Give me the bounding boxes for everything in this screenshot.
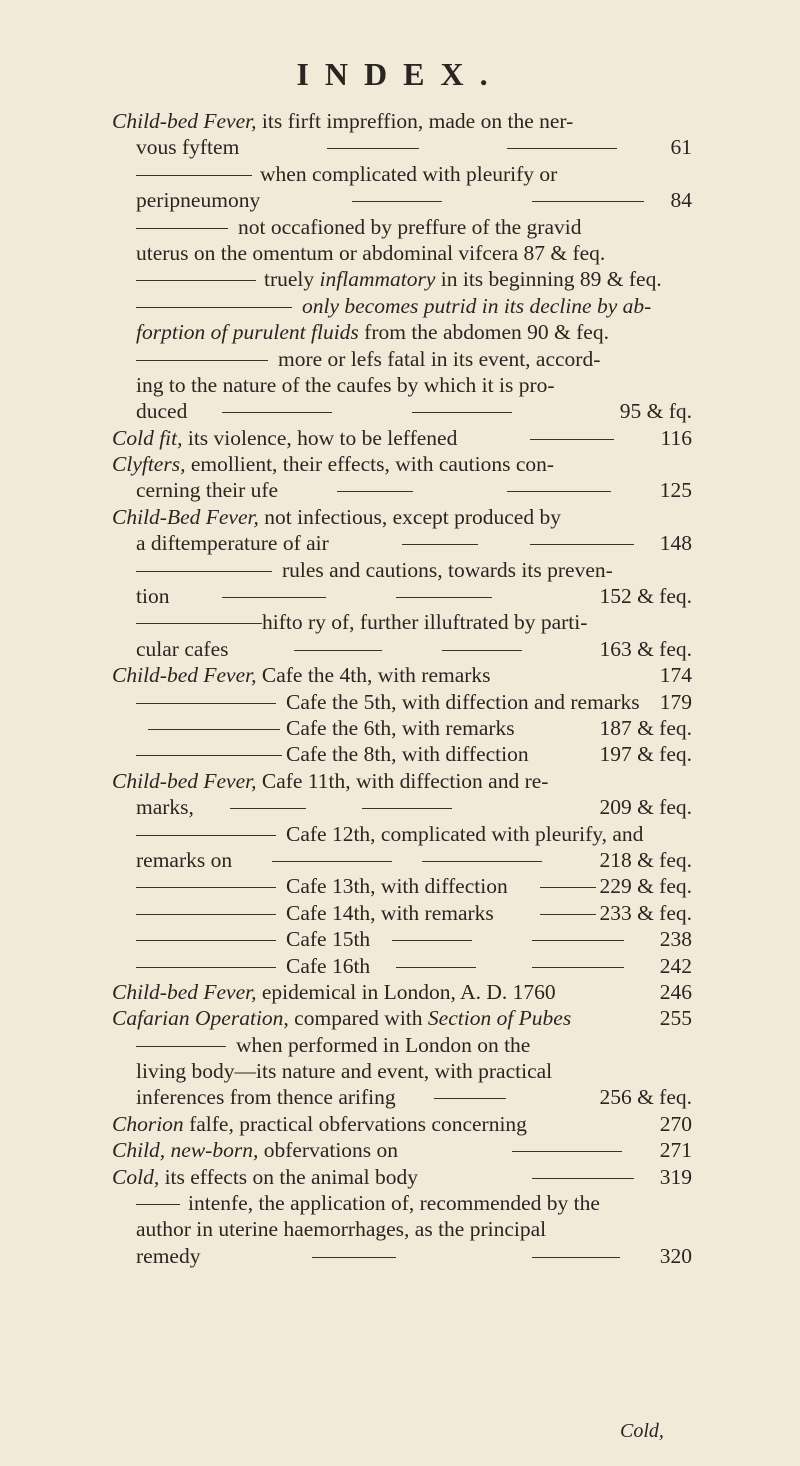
entry-text: its violence, how to be leffened	[182, 425, 458, 450]
page-number: 238	[659, 927, 692, 952]
entry-emphasis: forption of purulent fluids	[136, 320, 359, 345]
entry-text: Cafe the 4th, with remarks	[256, 663, 491, 688]
ditto-dash	[136, 623, 262, 624]
entry-text: Cafe 16th	[286, 953, 371, 978]
index-line	[112, 214, 692, 240]
catchword: Cold,	[620, 1420, 664, 1442]
leader-dash	[540, 914, 596, 915]
leader-dash	[507, 491, 611, 492]
index-line	[112, 741, 692, 767]
entry-text: Cafe 14th, with remarks	[286, 900, 494, 925]
index-line	[112, 504, 692, 530]
index-line	[112, 530, 692, 556]
index-line	[112, 1058, 692, 1084]
index-line	[112, 1243, 692, 1269]
page-number: 152 & feq.	[599, 584, 692, 609]
ditto-dash	[136, 175, 252, 176]
page-number: 125	[659, 478, 692, 503]
index-line	[112, 240, 692, 266]
leader-dash	[222, 412, 332, 413]
entry-text: Cafe 15th	[286, 927, 371, 952]
leader-dash	[507, 148, 617, 149]
leader-dash	[540, 887, 596, 888]
entry-text: author in uterine haemorrhages, as the principal	[136, 1217, 547, 1242]
index-line	[112, 1190, 692, 1216]
leader-dash	[396, 967, 476, 968]
index-line	[112, 425, 692, 451]
index-line	[112, 1216, 692, 1242]
leader-dash	[337, 491, 413, 492]
entry-text: when complicated with pleurify or	[260, 161, 558, 186]
entry-text: cerning their ufe	[136, 478, 279, 503]
entry-text: compared with	[288, 1006, 428, 1031]
leader-dash	[396, 597, 492, 598]
leader-dash	[402, 544, 478, 545]
page-number: 209 & feq.	[599, 795, 692, 820]
page-number: 179	[659, 689, 692, 714]
page-number: 197 & feq.	[599, 742, 692, 767]
index-line	[112, 662, 692, 688]
entry-text: vous fyftem	[136, 135, 240, 160]
entry-head: Child-bed Fever,	[112, 768, 257, 793]
page-number: 61	[670, 135, 692, 160]
leader-dash	[532, 967, 624, 968]
entry-text: cular cafes	[136, 636, 229, 661]
leader-dash	[532, 1257, 620, 1258]
leader-dash	[352, 201, 442, 202]
ditto-dash	[136, 967, 276, 968]
ditto-dash	[136, 307, 292, 308]
entry-text: truely	[264, 267, 320, 292]
index-line	[112, 346, 692, 372]
leader-dash	[422, 861, 542, 862]
page-number: 229 & feq.	[599, 874, 692, 899]
entry-text: intenfe, the application of, recommended by the	[188, 1191, 600, 1216]
index-line	[112, 900, 692, 926]
entry-text: duced	[136, 399, 188, 424]
entry-text: more or lefs fatal in its event, accord-	[278, 346, 601, 371]
page-number: 320	[659, 1243, 692, 1268]
index-line	[112, 768, 692, 794]
ditto-dash	[136, 940, 276, 941]
leader-dash	[532, 940, 624, 941]
entry-head: Cold,	[112, 1164, 160, 1189]
page-number: 148	[659, 531, 692, 556]
entry-text: hifto ry of, further illuftrated by parti-	[262, 610, 588, 635]
index-line	[112, 636, 692, 662]
leader-dash	[327, 148, 419, 149]
entry-head: Child-Bed Fever,	[112, 504, 259, 529]
leader-dash	[530, 439, 614, 440]
entry-head: Child-bed Fever,	[112, 663, 257, 688]
entry-text: Cafe 13th, with diffection	[286, 874, 508, 899]
page-number: 255	[659, 1006, 692, 1031]
entry-text: uterus on the omentum or abdominal vifcera 87 & feq.	[136, 240, 606, 265]
ditto-dash	[148, 729, 280, 730]
index-line	[112, 319, 692, 345]
entry-text: Cafe the 8th, with diffection	[286, 742, 529, 767]
leader-dash	[272, 861, 392, 862]
entry-text: its firft impreffion, made on the ner-	[256, 109, 574, 133]
index-line	[112, 557, 692, 583]
leader-dash	[362, 808, 452, 809]
leader-dash	[434, 1098, 506, 1099]
entry-text: epidemical in London, A. D. 1760	[256, 979, 556, 1004]
index-line	[112, 266, 692, 292]
entry-head: Child-bed Fever,	[112, 109, 257, 133]
entry-text: falfe, practical obfervations concerning	[183, 1111, 527, 1136]
page-number: 242	[659, 953, 692, 978]
index-line	[112, 187, 692, 213]
index-entries	[112, 108, 692, 1269]
page-number: 319	[659, 1164, 692, 1189]
ditto-dash	[136, 280, 256, 281]
entry-text: a diftemperature of air	[136, 531, 329, 556]
page-number: 270	[659, 1111, 692, 1136]
index-line	[112, 372, 692, 398]
entry-text: remedy	[136, 1243, 201, 1268]
index-line	[112, 451, 692, 477]
index-line	[112, 108, 692, 134]
page-number: 271	[659, 1138, 692, 1163]
entry-text: remarks on	[136, 847, 233, 872]
leader-dash	[294, 650, 382, 651]
page-number: 84	[670, 188, 692, 213]
ditto-dash	[136, 914, 276, 915]
page-number: 174	[659, 663, 692, 688]
entry-text: not infectious, except produced by	[258, 504, 561, 529]
index-line	[112, 979, 692, 1005]
ditto-dash	[136, 703, 276, 704]
index-line	[112, 1164, 692, 1190]
leader-dash	[230, 808, 306, 809]
ditto-dash	[136, 887, 276, 888]
index-line	[112, 689, 692, 715]
entry-head: Chorion	[112, 1111, 184, 1136]
index-line	[112, 477, 692, 503]
index-line	[112, 1137, 692, 1163]
index-line	[112, 794, 692, 820]
index-line	[112, 821, 692, 847]
ditto-dash	[136, 571, 272, 572]
page-number: 116	[660, 425, 692, 450]
entry-text: Cafe the 5th, with diffection and remarks	[286, 689, 640, 714]
index-line	[112, 1032, 692, 1058]
entry-head: Child, new-born,	[112, 1138, 259, 1163]
leader-dash	[512, 1151, 622, 1152]
entry-text: living body—its nature and event, with practical	[136, 1059, 553, 1084]
ditto-dash	[136, 1046, 226, 1047]
leader-dash	[442, 650, 522, 651]
ditto-dash	[136, 228, 228, 229]
entry-text-rest: from the abdomen 90 & feq.	[358, 320, 609, 345]
entry-text-rest: in its beginning 89 & feq.	[435, 267, 662, 292]
entry-text: emollient, their effects, with cautions con-	[185, 452, 555, 477]
entry-text: inferences from thence arifing	[136, 1085, 396, 1110]
ditto-dash	[136, 360, 268, 361]
entry-emphasis: Section of Pubes	[427, 1006, 572, 1031]
leader-dash	[412, 412, 512, 413]
entry-text: obfervations on	[258, 1138, 399, 1163]
page-number: 218 & feq.	[599, 847, 692, 872]
leader-dash	[222, 597, 326, 598]
page-number: 246	[659, 979, 692, 1004]
entry-head: Cold fit,	[112, 425, 183, 450]
index-line	[112, 926, 692, 952]
entry-head: Child-bed Fever,	[112, 979, 257, 1004]
entry-head: Clyfters,	[112, 452, 186, 477]
entry-text: marks,	[136, 795, 194, 820]
index-line	[112, 398, 692, 424]
entry-head: Cafarian Operation,	[112, 1006, 289, 1031]
ditto-dash	[136, 1204, 180, 1205]
index-line	[112, 953, 692, 979]
index-line	[112, 293, 692, 319]
leader-dash	[532, 1178, 634, 1179]
entry-text: its effects on the animal body	[159, 1164, 418, 1189]
entry-text: peripneumony	[136, 188, 261, 213]
entry-text: tion	[136, 584, 170, 609]
index-line	[112, 583, 692, 609]
index-line	[112, 873, 692, 899]
index-line	[112, 609, 692, 635]
entry-text: when performed in London on the	[236, 1032, 531, 1057]
page-number: 187 & feq.	[599, 715, 692, 740]
entry-emphasis: inflammatory	[319, 267, 436, 292]
entry-text: ing to the nature of the caufes by which it is pro-	[136, 372, 555, 397]
index-line	[112, 161, 692, 187]
page-number: 163 & feq.	[599, 636, 692, 661]
entry-text: not occafioned by preffure of the gravid	[238, 214, 582, 239]
leader-dash	[392, 940, 472, 941]
leader-dash	[312, 1257, 396, 1258]
index-line	[112, 1005, 692, 1031]
index-line	[112, 134, 692, 160]
entry-text: rules and cautions, towards its preven-	[282, 557, 613, 582]
ditto-dash	[136, 755, 282, 756]
leader-dash	[530, 544, 634, 545]
entry-emphasis: only becomes putrid in its decline by ab-	[302, 293, 652, 318]
entry-text: Cafe the 6th, with remarks	[286, 715, 515, 740]
index-line	[112, 1111, 692, 1137]
index-line	[112, 847, 692, 873]
index-line	[112, 715, 692, 741]
entry-text: Cafe 12th, complicated with pleurify, and	[286, 821, 644, 846]
page-number: 256 & feq.	[599, 1085, 692, 1110]
page-number: 233 & feq.	[599, 900, 692, 925]
ditto-dash	[136, 835, 276, 836]
leader-dash	[532, 201, 644, 202]
index-line	[112, 1084, 692, 1110]
page-header: INDEX.	[296, 56, 504, 92]
page-number: 95 & fq.	[619, 399, 692, 424]
entry-text: Cafe 11th, with diffection and re-	[256, 768, 549, 793]
